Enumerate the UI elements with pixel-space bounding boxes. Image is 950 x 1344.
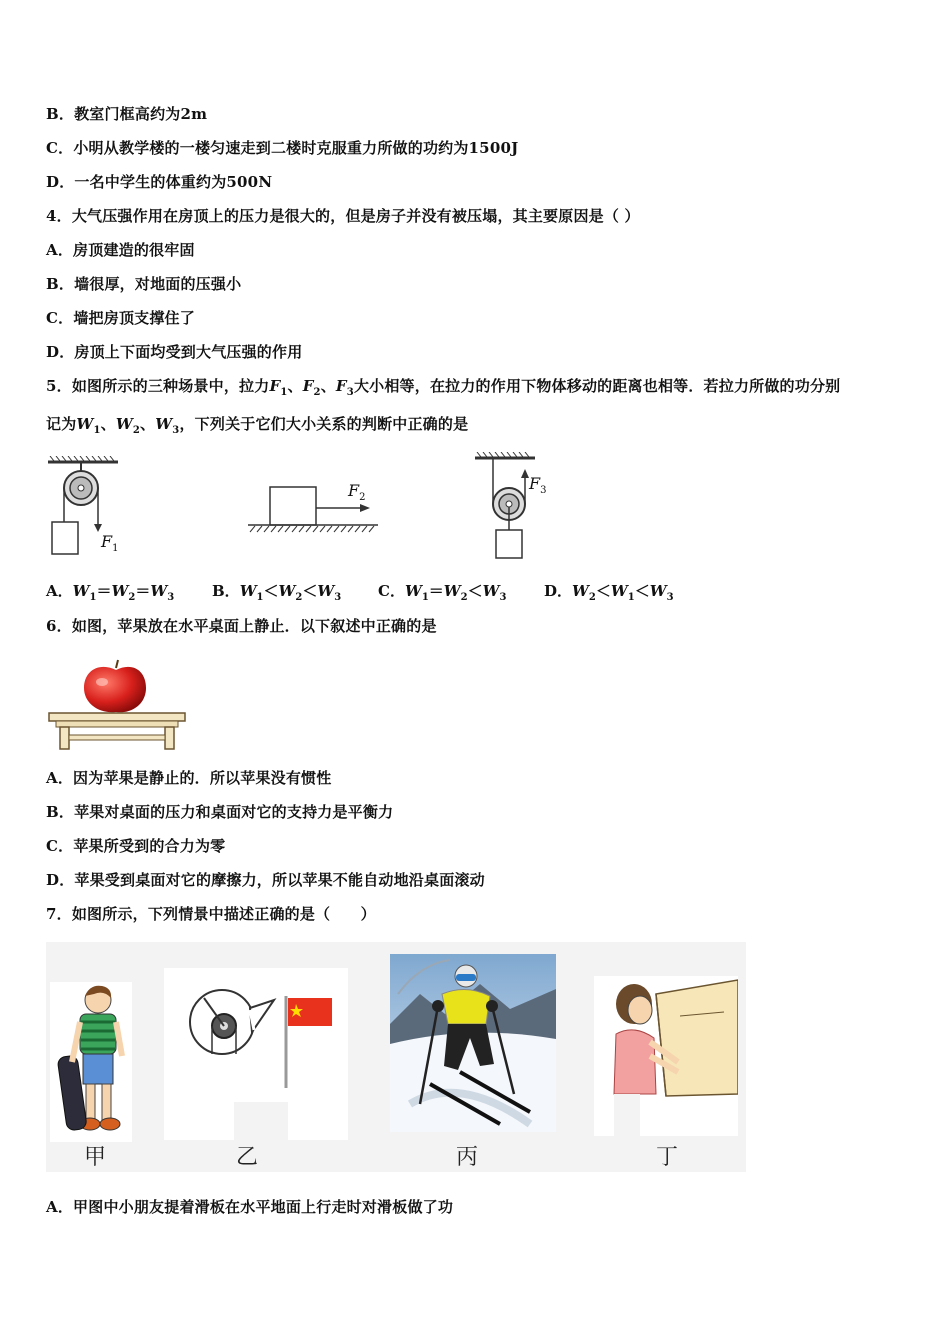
q7-option-a: A．甲图中小朋友提着滑板在水平地面上行走时对滑板做了功: [46, 1198, 454, 1216]
q6-option-c: C．苹果所受到的合力为零: [46, 837, 226, 855]
q4-option-b: B．墙很厚，对地面的压强小: [46, 275, 242, 293]
q5-figure-fixed-pulley: [46, 456, 136, 566]
q6-figure-apple-on-table: [46, 656, 188, 752]
q7-stem: 7．如图所示，下列情景中描述正确的是（ ）: [46, 905, 376, 923]
q7-label-ding: 丁: [656, 1145, 679, 1170]
q5-figure3-force-label: $F_3$: [529, 474, 547, 497]
q5-option-d: D．$W_2<W_1<W_3$: [544, 582, 674, 603]
q4-option-c: C．墙把房顶支撑住了: [46, 309, 195, 327]
q7-panel-jia-child-skateboard: [50, 982, 132, 1142]
q6-option-b: B．苹果对桌面的压力和桌面对它的支持力是平衡力: [46, 803, 394, 821]
q5-figure-movable-pulley: [473, 452, 539, 562]
q3-option-c: C．小明从教学楼的一楼匀速走到二楼时克服重力所做的功约为1500J: [46, 139, 519, 157]
q6-option-d: D．苹果受到桌面对它的摩擦力，所以苹果不能自动地沿桌面滚动: [46, 871, 485, 889]
q4-option-d: D．房顶上下面均受到大气压强的作用: [46, 343, 303, 361]
q7-label-yi: 乙: [236, 1145, 259, 1170]
q7-figure-panel: [46, 942, 746, 1172]
q7-label-jia: 甲: [84, 1145, 107, 1170]
q5-stem-line2: 记为$W_1$、$W_2$、$W_3$，下列关于它们大小关系的判断中正确的是: [46, 415, 469, 436]
q5-options: [46, 580, 674, 603]
q6-stem: 6．如图，苹果放在水平桌面上静止．以下叙述中正确的是: [46, 617, 437, 635]
q4-option-a: A．房顶建造的很牢固: [46, 241, 195, 259]
q5-option-a: A．$W_1=W_2=W_3$: [46, 582, 175, 603]
q3-option-b: B．教室门框高约为2m: [46, 105, 208, 123]
q7-panel-ding-girl-table: [594, 976, 738, 1136]
q7-panel-yi-flagpole-pulley: [164, 968, 348, 1140]
q6-option-a: A．因为苹果是静止的．所以苹果没有惯性: [46, 769, 332, 787]
q5-figure1-force-label: $F_1$: [101, 532, 119, 555]
q4-stem: 4．大气压强作用在房顶上的压力是很大的，但是房子并没有被压塌，其主要原因是（ ）: [46, 207, 640, 225]
q5-stem-line1: 5．如图所示的三种场景中，拉力$F_1$、$F_2$、$F_3$大小相等，在拉力的作用下物体移动的距离也相等．若拉力所做的功分别: [46, 377, 841, 398]
q5-option-b: B．$W_1<W_2<W_3$: [212, 582, 342, 603]
q5-figure2-force-label: $F_2$: [348, 481, 366, 504]
q5-option-c: C．$W_1=W_2<W_3$: [378, 582, 507, 603]
q3-option-d: D．一名中学生的体重约为500N: [46, 173, 273, 191]
q7-panel-bing-skier: [390, 954, 556, 1132]
q7-label-bing: 丙: [456, 1145, 479, 1170]
